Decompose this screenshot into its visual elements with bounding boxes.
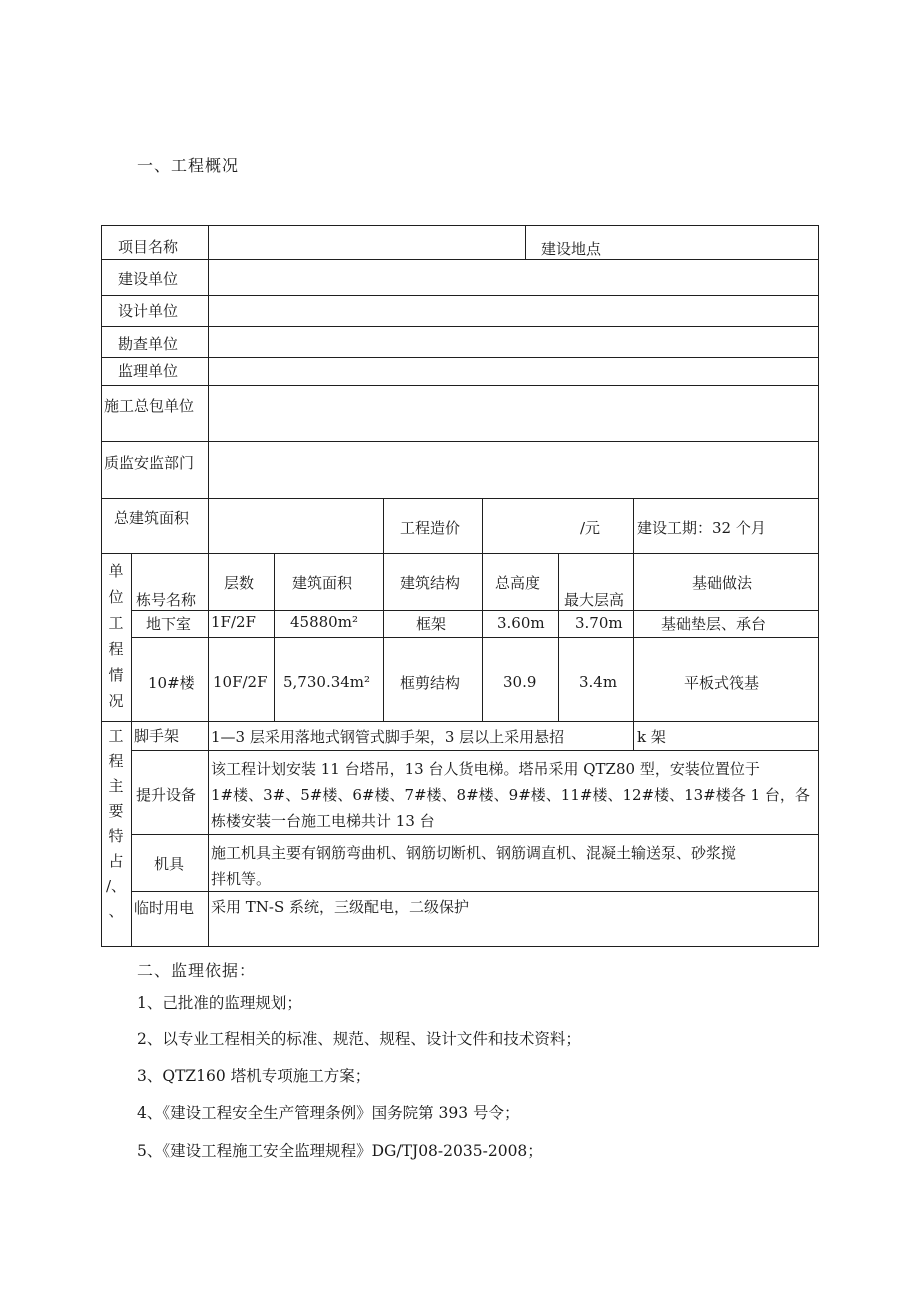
cell-foundation: 平板式筏基 xyxy=(684,674,760,692)
cell-floors: 1F/2F xyxy=(211,613,256,631)
cell-structure: 框剪结构 xyxy=(400,674,461,692)
header-area: 建筑面积 xyxy=(292,574,353,592)
supervisor-label: 监理单位 xyxy=(118,362,179,380)
surveyor-label: 勘查单位 xyxy=(118,335,179,353)
lifting-label: 提升设备 xyxy=(136,786,197,804)
list-item: 4、《建设工程安全生产管理条例》国务院第 393 号令； xyxy=(137,1104,520,1122)
scaffold-label: 脚手架 xyxy=(134,727,180,745)
lifting-value: 该工程计划安装 11 台塔吊，13 台人货电梯。塔吊采用 QTZ80 型，安装位置位于 1#楼、3#、5#楼、6#楼、7#楼、8#楼、9#楼、11#楼、12#楼、13#楼各 1 台，各 栋楼安装一台施工电梯共计 13 台 xyxy=(211,760,810,830)
features-section-label: 工 程 主 要 特 占 /、 、 xyxy=(105,727,127,920)
cell-height: 3.60m xyxy=(497,614,545,632)
quality-dept-label: 质监安监部门 xyxy=(104,454,195,472)
designer-label: 设计单位 xyxy=(118,302,179,320)
machinery-value: 施工机具主要有钢筋弯曲机、钢筋切断机、钢筋调直机、混凝土输送泵、砂浆搅 拌机等。 xyxy=(211,844,737,888)
cell-area: 45880m² xyxy=(290,613,358,631)
contractor-label: 施工总包单位 xyxy=(104,397,195,415)
list-item: 2、以专业工程相关的标准、规范、规程、设计文件和技术资料； xyxy=(137,1030,581,1048)
cell-floors: 10F/2F xyxy=(213,673,268,691)
power-value: 采用 TN-S 系统，三级配电，二级保护 xyxy=(211,898,470,916)
scaffold-value-tail: k 架 xyxy=(637,728,666,746)
header-structure: 建筑结构 xyxy=(400,574,461,592)
section-title-basis: 二、监理依据： xyxy=(137,961,257,980)
cost-unit: /元 xyxy=(580,519,601,537)
list-item: 5、《建设工程施工安全监理规程》DG/TJ08-2035-2008； xyxy=(137,1142,543,1160)
list-item: 1、己批准的监理规划； xyxy=(137,994,302,1012)
cost-label: 工程造价 xyxy=(400,519,461,537)
total-area-label: 总建筑面积 xyxy=(114,509,190,527)
scaffold-value: 1—3 层采用落地式钢管式脚手架，3 层以上采用悬招 xyxy=(211,728,565,746)
project-name-label: 项目名称 xyxy=(118,238,179,256)
owner-label: 建设单位 xyxy=(118,270,179,288)
section-title-overview: 一、工程概况 xyxy=(137,156,240,175)
cell-building: 10#楼 xyxy=(148,674,195,692)
cell-max-floor-height: 3.4m xyxy=(579,673,618,691)
cell-max-floor-height: 3.70m xyxy=(575,614,623,632)
cell-height: 30.9 xyxy=(503,673,537,691)
cell-structure: 框架 xyxy=(416,615,447,633)
power-label: 临时用电 xyxy=(134,899,195,917)
header-max-floor-height: 最大层高 xyxy=(564,591,625,609)
header-building: 栋号名称 xyxy=(136,591,197,609)
header-foundation: 基础做法 xyxy=(692,574,753,592)
header-height: 总高度 xyxy=(495,574,541,592)
unit-section-label: 单 位 工 程 情 况 xyxy=(108,562,124,710)
duration-value: 建设工期：32 个月 xyxy=(637,519,766,537)
cell-building: 地下室 xyxy=(146,615,192,633)
cell-foundation: 基础垫层、承台 xyxy=(661,615,767,633)
machinery-label: 机具 xyxy=(154,855,185,873)
list-item: 3、QTZ160 塔机专项施工方案； xyxy=(137,1067,371,1085)
site-label: 建设地点 xyxy=(541,240,602,258)
header-floors: 层数 xyxy=(224,574,255,592)
cell-area: 5,730.34m² xyxy=(283,673,371,691)
